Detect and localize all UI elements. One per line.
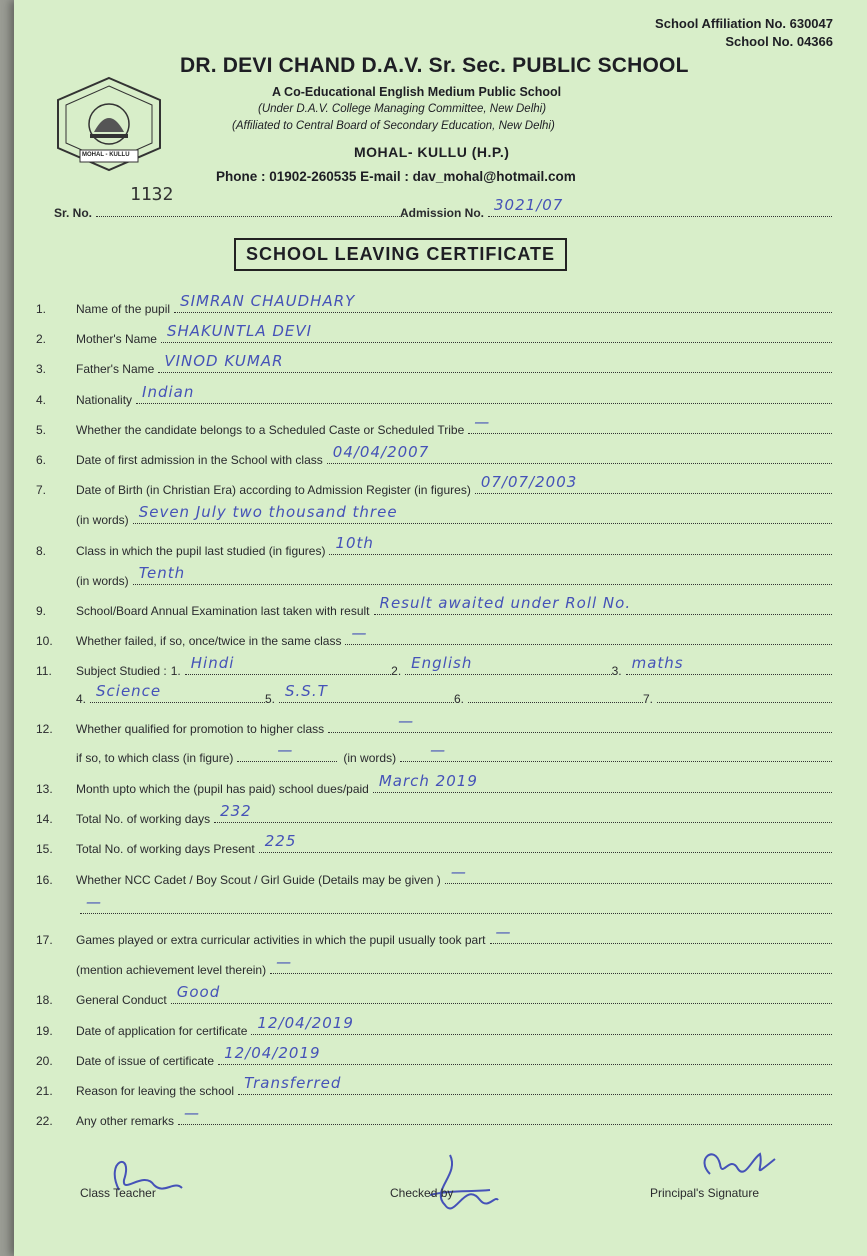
promotion-class-label: if so, to which class (in figure) bbox=[76, 751, 234, 765]
form-field-row bbox=[36, 772, 832, 796]
subject-number: 1. bbox=[170, 664, 181, 678]
subject-item bbox=[170, 654, 391, 678]
subject-item bbox=[265, 682, 454, 706]
form-field-row bbox=[36, 533, 832, 558]
form-field-row bbox=[36, 352, 832, 377]
field-value: 12/04/2019 bbox=[257, 1013, 354, 1032]
subject-item bbox=[454, 692, 643, 706]
field-number: 12. bbox=[36, 722, 53, 736]
field-value: Result awaited under Roll No. bbox=[379, 594, 632, 612]
field-number: 22. bbox=[36, 1114, 53, 1129]
field-number: 6. bbox=[36, 453, 47, 467]
field-line bbox=[158, 352, 832, 373]
field-line bbox=[238, 1074, 832, 1095]
school-name: DR. DEVI CHAND D.A.V. Sr. Sec. PUBLIC SCHOOL bbox=[180, 54, 689, 77]
field-number: 13. bbox=[36, 782, 53, 796]
field-value: SHAKUNTLA DEVI bbox=[166, 322, 313, 341]
field-line bbox=[171, 983, 832, 1004]
form-field-row bbox=[36, 1104, 832, 1129]
form-field-row bbox=[36, 802, 832, 827]
managing-committee: (Under D.A.V. College Managing Committee, New Delhi) bbox=[258, 103, 547, 115]
field-label: Whether the candidate belongs to a Scheduled Caste or Scheduled Tribe bbox=[76, 422, 465, 437]
field-line bbox=[327, 443, 832, 464]
form-field-row bbox=[36, 923, 832, 947]
field-label: Total No. of working days Present bbox=[76, 842, 255, 857]
field-label: (in words) bbox=[76, 573, 129, 588]
field-label: Whether failed, if so, once/twice in the same class bbox=[76, 634, 342, 649]
form-field-row bbox=[36, 983, 832, 1008]
subject-line bbox=[279, 682, 454, 703]
field-line bbox=[178, 1104, 832, 1125]
field-line bbox=[174, 292, 832, 313]
field-label: Mother's Name bbox=[76, 332, 157, 347]
field-number: 15. bbox=[36, 842, 53, 857]
subjects-list-1 bbox=[170, 654, 832, 678]
subject-number: 5. bbox=[265, 692, 276, 706]
promotion-class-value: — bbox=[277, 741, 294, 759]
field-value: — bbox=[351, 624, 368, 643]
form-field-row bbox=[36, 412, 832, 437]
serial-number-field bbox=[54, 202, 404, 220]
form-field-row bbox=[36, 892, 832, 917]
promotion-label: Whether qualified for promotion to higher class bbox=[76, 722, 325, 736]
subject-line bbox=[468, 698, 643, 703]
form-field-row bbox=[36, 1043, 832, 1068]
subject-number: 2. bbox=[391, 664, 402, 678]
promotion-words-line bbox=[400, 741, 832, 762]
field-value: 232 bbox=[220, 802, 252, 821]
field-label: Date of application for certificate bbox=[76, 1023, 248, 1038]
subject-number: 3. bbox=[611, 664, 622, 678]
form-field-row bbox=[36, 1013, 832, 1038]
field-line bbox=[251, 1013, 832, 1035]
field-value: 04/04/2007 bbox=[332, 443, 430, 461]
field-value: Seven July two thousand three bbox=[138, 503, 398, 522]
field-line bbox=[270, 953, 832, 974]
field-line bbox=[259, 832, 832, 853]
field-line bbox=[373, 772, 832, 793]
form-field-row bbox=[36, 953, 832, 978]
affiliation-board: (Affiliated to Central Board of Secondary Education, New Delhi) bbox=[232, 120, 555, 132]
subject-line bbox=[405, 654, 611, 675]
field-number: 8. bbox=[36, 543, 47, 558]
field-label: School/Board Annual Examination last taken with result bbox=[76, 604, 370, 618]
subject-line bbox=[90, 682, 265, 703]
principal-signature-label: Principal's Signature bbox=[650, 1186, 760, 1200]
field-number: 14. bbox=[36, 812, 53, 827]
field-line bbox=[329, 533, 832, 555]
field-label: Name of the pupil bbox=[76, 302, 171, 316]
field-line bbox=[345, 624, 832, 645]
promotion-class-line bbox=[237, 741, 337, 762]
field-number: 5. bbox=[36, 422, 47, 437]
checked-by-signature-mark bbox=[410, 1150, 500, 1220]
subject-item bbox=[643, 692, 832, 706]
field-line bbox=[374, 594, 832, 615]
field-value: — bbox=[184, 1104, 201, 1123]
field-number: 19. bbox=[36, 1023, 53, 1038]
field-label: Date of issue of certificate bbox=[76, 1053, 215, 1068]
field-number: 2. bbox=[36, 332, 47, 347]
certificate-page bbox=[14, 0, 867, 1256]
field-label: Games played or extra curricular activities in which the pupil usually took part bbox=[76, 933, 486, 947]
serial-line bbox=[96, 212, 404, 217]
subjects-label: Subject Studied : bbox=[76, 664, 167, 678]
field-line bbox=[133, 503, 832, 524]
form-field-row bbox=[36, 594, 832, 618]
logo-caption: MOHAL - KULLU bbox=[82, 152, 130, 158]
field-value: — bbox=[450, 862, 467, 881]
field-label: Any other remarks bbox=[76, 1114, 175, 1129]
field-number: 3. bbox=[36, 362, 47, 377]
checked-by-label: Checked by bbox=[390, 1186, 454, 1200]
field-label: Reason for leaving the school bbox=[76, 1084, 235, 1098]
subject-value: S.S.T bbox=[285, 682, 328, 700]
subject-item bbox=[76, 682, 265, 706]
form-field-row bbox=[36, 1074, 832, 1098]
form-field-row bbox=[36, 503, 832, 528]
form-field-row bbox=[36, 292, 832, 316]
field-line bbox=[490, 923, 832, 944]
field-label: General Conduct bbox=[76, 993, 167, 1008]
field-label: Total No. of working days bbox=[76, 812, 211, 827]
subject-item bbox=[391, 654, 611, 678]
field-value: — bbox=[474, 412, 491, 431]
subject-value: Hindi bbox=[190, 654, 235, 672]
admission-number-field bbox=[400, 196, 832, 220]
form-field-row bbox=[36, 473, 832, 498]
subject-line bbox=[185, 654, 391, 675]
form-field-row bbox=[36, 832, 832, 857]
field-line bbox=[80, 892, 832, 914]
field-number: 11. bbox=[36, 664, 52, 678]
field-line bbox=[214, 802, 832, 823]
field-label: Month upto which the (pupil has paid) school dues/paid bbox=[76, 782, 369, 796]
promotion-class-row bbox=[36, 741, 832, 765]
field-number: 1. bbox=[36, 302, 47, 316]
field-value: 225 bbox=[264, 832, 297, 851]
field-number: 17. bbox=[36, 933, 53, 947]
field-line bbox=[161, 322, 832, 343]
field-value: Indian bbox=[142, 382, 195, 401]
field-line bbox=[468, 412, 832, 434]
field-number: 18. bbox=[36, 993, 53, 1008]
school-number: School No. 04366 bbox=[725, 34, 833, 49]
field-label: Nationality bbox=[76, 392, 133, 407]
field-number: 7. bbox=[36, 483, 47, 498]
subject-number: 4. bbox=[76, 692, 87, 706]
affiliation-number: School Affiliation No. 630047 bbox=[655, 16, 833, 31]
field-value: — bbox=[276, 953, 293, 972]
certificate-title: SCHOOL LEAVING CERTIFICATE bbox=[234, 238, 567, 271]
field-value: VINOD KUMAR bbox=[164, 352, 284, 371]
subject-line bbox=[626, 654, 832, 675]
field-value: SIMRAN CHAUDHARY bbox=[180, 292, 356, 310]
subject-value: Science bbox=[96, 682, 162, 700]
field-label: Father's Name bbox=[76, 362, 155, 377]
serial-label: Sr. No. bbox=[54, 206, 93, 220]
admission-value: 3021/07 bbox=[494, 196, 564, 214]
field-label: Whether NCC Cadet / Boy Scout / Girl Guide (Details may be given ) bbox=[76, 872, 441, 887]
school-location: MOHAL- KULLU (H.P.) bbox=[354, 144, 510, 160]
school-logo bbox=[50, 74, 168, 174]
principal-signature-mark bbox=[690, 1144, 780, 1186]
field-line bbox=[136, 382, 832, 404]
subject-item bbox=[611, 654, 832, 678]
promotion-words-value: — bbox=[430, 741, 447, 759]
form-field-row bbox=[36, 443, 832, 467]
subject-value: maths bbox=[631, 654, 684, 672]
field-value: March 2019 bbox=[378, 772, 478, 790]
field-label: Class in which the pupil last studied (in figures) bbox=[76, 543, 326, 558]
form-field-row bbox=[36, 382, 832, 407]
field-value: 10th bbox=[335, 533, 374, 552]
field-value: Tenth bbox=[138, 563, 186, 582]
form-field-row bbox=[36, 322, 832, 347]
field-number: 9. bbox=[36, 604, 47, 618]
subject-number: 6. bbox=[454, 692, 465, 706]
field-line bbox=[218, 1043, 832, 1065]
field-value: Transferred bbox=[244, 1074, 342, 1092]
promotion-line bbox=[328, 712, 832, 733]
promotion-value: — bbox=[398, 712, 415, 730]
field-number: 4. bbox=[36, 392, 47, 407]
field-label: Date of Birth (in Christian Era) according to Admission Register (in figures) bbox=[76, 483, 471, 498]
field-value: — bbox=[495, 923, 512, 941]
subject-line bbox=[657, 698, 832, 703]
admission-line bbox=[488, 196, 832, 217]
field-value: 12/04/2019 bbox=[224, 1043, 321, 1062]
subject-number: 7. bbox=[643, 692, 654, 706]
field-value: 07/07/2003 bbox=[480, 473, 578, 492]
field-number: 10. bbox=[36, 634, 53, 649]
field-label: (in words) bbox=[76, 513, 129, 528]
field-value: — bbox=[86, 892, 102, 911]
promotion-row bbox=[36, 712, 832, 736]
subjects-row-2 bbox=[36, 682, 832, 706]
form-field-row bbox=[36, 624, 832, 649]
school-descriptor: A Co-Educational English Medium Public School bbox=[272, 85, 562, 99]
form-field-row bbox=[36, 862, 832, 887]
admission-label: Admission No. bbox=[400, 206, 485, 220]
field-line bbox=[475, 473, 832, 494]
subjects-row-1 bbox=[36, 654, 832, 678]
field-label: (mention achievement level therein) bbox=[76, 963, 267, 978]
form-field-row bbox=[36, 563, 832, 588]
subjects-list-2 bbox=[76, 682, 832, 706]
serial-value: 1132 bbox=[130, 184, 174, 205]
promotion-words-label: (in words) bbox=[343, 751, 397, 765]
field-number: 20. bbox=[36, 1053, 53, 1068]
contact-line: Phone : 01902-260535 E-mail : dav_mohal@hotmail.com bbox=[216, 169, 576, 184]
field-line bbox=[445, 862, 832, 884]
field-number: 16. bbox=[36, 872, 53, 887]
field-value: Good bbox=[176, 983, 221, 1002]
field-line bbox=[133, 563, 832, 585]
field-number: 21. bbox=[36, 1084, 53, 1098]
field-label: Date of first admission in the School with class bbox=[76, 453, 323, 467]
subject-value: English bbox=[411, 654, 473, 672]
class-teacher-label: Class Teacher bbox=[80, 1186, 156, 1200]
